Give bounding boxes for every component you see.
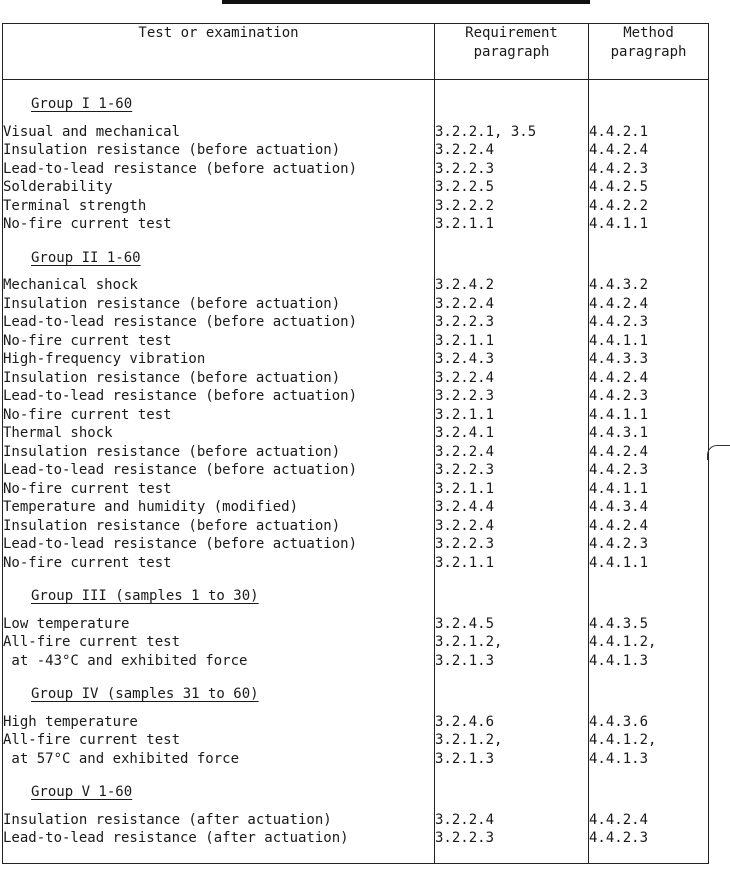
- requirement-cell: 3.2.2.4: [435, 295, 589, 314]
- test-cell: Temperature and humidity (modified): [3, 498, 435, 517]
- table-row: [3, 811, 709, 830]
- method-cell: 4.4.1.1: [589, 480, 709, 499]
- table-row: [3, 406, 709, 425]
- table-row: [3, 443, 709, 462]
- header-method-line2: paragraph: [610, 44, 687, 60]
- requirement-cell: 3.2.1.3: [435, 652, 589, 671]
- table-row: [3, 387, 709, 406]
- method-cell: 4.4.3.1: [589, 424, 709, 443]
- method-cell: 4.4.1.3: [589, 750, 709, 769]
- top-rule: [222, 0, 590, 4]
- test-cell: Lead-to-lead resistance (before actuation): [3, 160, 435, 179]
- requirement-cell: 3.2.2.4: [435, 443, 589, 462]
- header-requirement-line2: paragraph: [473, 44, 550, 60]
- requirement-cell: 3.2.4.5: [435, 615, 589, 634]
- method-cell: 4.4.2.3: [589, 387, 709, 406]
- method-cell: 4.4.2.3: [589, 313, 709, 332]
- requirement-cell: 3.2.1.1: [435, 332, 589, 351]
- test-cell: High temperature: [3, 713, 435, 732]
- table-row: [3, 480, 709, 499]
- requirement-cell: 3.2.1.1: [435, 215, 589, 234]
- requirement-cell: 3.2.2.3: [435, 160, 589, 179]
- test-cell: No-fire current test: [3, 480, 435, 499]
- test-cell: Insulation resistance (before actuation): [3, 517, 435, 536]
- group-title-cell: [3, 670, 435, 713]
- test-cell: Solderability: [3, 178, 435, 197]
- method-cell: 4.4.2.5: [589, 178, 709, 197]
- method-cell: 4.4.1.2,: [589, 731, 709, 750]
- table-row: [3, 731, 709, 750]
- empty-cell: [435, 80, 589, 123]
- requirement-cell: 3.2.1.2,: [435, 633, 589, 652]
- requirement-cell: 3.2.2.4: [435, 811, 589, 830]
- test-cell: Thermal shock: [3, 424, 435, 443]
- empty-cell: [435, 572, 589, 615]
- table-row: [3, 615, 709, 634]
- method-cell: 4.4.2.4: [589, 295, 709, 314]
- method-cell: 4.4.1.3: [589, 652, 709, 671]
- requirement-cell: 3.2.2.1, 3.5: [435, 123, 589, 142]
- requirement-cell: 3.2.1.3: [435, 750, 589, 769]
- method-cell: 4.4.2.4: [589, 141, 709, 160]
- table-row: [3, 295, 709, 314]
- method-cell: 4.4.2.3: [589, 461, 709, 480]
- table-row: [3, 160, 709, 179]
- test-cell: Terminal strength: [3, 197, 435, 216]
- header-test: Test or examination: [3, 24, 435, 80]
- header-requirement: [435, 24, 589, 80]
- header-method: [589, 24, 709, 80]
- group-row: [3, 572, 709, 615]
- method-cell: 4.4.1.1: [589, 406, 709, 425]
- table-row: [3, 215, 709, 234]
- empty-cell: [589, 80, 709, 123]
- method-cell: 4.4.3.5: [589, 615, 709, 634]
- table-row: [3, 313, 709, 332]
- requirement-cell: 3.2.2.3: [435, 535, 589, 554]
- test-cell: Insulation resistance (before actuation): [3, 369, 435, 388]
- margin-mark: [707, 445, 730, 460]
- test-cell: High-frequency vibration: [3, 350, 435, 369]
- method-cell: 4.4.2.3: [589, 535, 709, 554]
- test-cell: No-fire current test: [3, 332, 435, 351]
- requirement-cell: 3.2.4.6: [435, 713, 589, 732]
- test-cell: Insulation resistance (before actuation): [3, 443, 435, 462]
- empty-cell: [589, 768, 709, 811]
- requirement-cell: 3.2.1.2,: [435, 731, 589, 750]
- table-row: [3, 123, 709, 142]
- table-row: [3, 535, 709, 554]
- table-row: [3, 332, 709, 351]
- requirement-cell: 3.2.2.2: [435, 197, 589, 216]
- test-cell: No-fire current test: [3, 554, 435, 573]
- test-cell: Lead-to-lead resistance (after actuation): [3, 829, 435, 863]
- table-row: [3, 141, 709, 160]
- method-cell: 4.4.1.1: [589, 215, 709, 234]
- group-title: Group I 1-60: [31, 96, 133, 112]
- test-cell: Lead-to-lead resistance (before actuation): [3, 313, 435, 332]
- empty-cell: [435, 234, 589, 277]
- group-title: Group III (samples 1 to 30): [31, 588, 259, 604]
- group-row: [3, 670, 709, 713]
- test-cell: Lead-to-lead resistance (before actuation): [3, 387, 435, 406]
- test-cell: Low temperature: [3, 615, 435, 634]
- test-cell: Lead-to-lead resistance (before actuation): [3, 461, 435, 480]
- group-row: [3, 234, 709, 277]
- group-title: Group II 1-60: [31, 249, 141, 266]
- group-title-cell: [3, 572, 435, 615]
- header-row: [3, 24, 709, 80]
- empty-cell: [435, 670, 589, 713]
- table-row: [3, 554, 709, 573]
- method-cell: 4.4.3.2: [589, 276, 709, 295]
- table-body: [3, 80, 709, 864]
- test-cell: Insulation resistance (before actuation): [3, 141, 435, 160]
- empty-cell: [589, 670, 709, 713]
- method-cell: 4.4.1.1: [589, 554, 709, 573]
- test-cell: No-fire current test: [3, 215, 435, 234]
- table-row: [3, 197, 709, 216]
- requirement-cell: 3.2.4.1: [435, 424, 589, 443]
- requirement-cell: 3.2.1.1: [435, 406, 589, 425]
- requirement-cell: 3.2.2.4: [435, 369, 589, 388]
- test-cell: Insulation resistance (before actuation): [3, 295, 435, 314]
- requirement-cell: 3.2.2.5: [435, 178, 589, 197]
- test-cell: at -43°C and exhibited force: [3, 652, 435, 671]
- requirement-cell: 3.2.4.2: [435, 276, 589, 295]
- table-row: [3, 178, 709, 197]
- header-requirement-line1: Requirement: [465, 25, 558, 41]
- method-cell: 4.4.1.2,: [589, 633, 709, 652]
- header-method-line1: Method: [623, 25, 674, 41]
- test-table: [2, 23, 709, 864]
- table-row: [3, 276, 709, 295]
- group-row: [3, 80, 709, 123]
- method-cell: 4.4.2.3: [589, 829, 709, 863]
- test-cell: All-fire current test: [3, 633, 435, 652]
- empty-cell: [589, 234, 709, 277]
- requirement-cell: 3.2.2.4: [435, 141, 589, 160]
- group-title-cell: [3, 80, 435, 123]
- test-cell: Mechanical shock: [3, 276, 435, 295]
- method-cell: 4.4.2.4: [589, 443, 709, 462]
- requirement-cell: 3.2.1.1: [435, 480, 589, 499]
- table-row: [3, 498, 709, 517]
- method-cell: 4.4.2.4: [589, 517, 709, 536]
- test-cell: No-fire current test: [3, 406, 435, 425]
- requirement-cell: 3.2.4.3: [435, 350, 589, 369]
- group-title-cell: [3, 234, 435, 277]
- test-cell: Lead-to-lead resistance (before actuation): [3, 535, 435, 554]
- method-cell: 4.4.2.4: [589, 811, 709, 830]
- table-row: [3, 461, 709, 480]
- group-title: Group IV (samples 31 to 60): [31, 686, 259, 702]
- method-cell: 4.4.2.1: [589, 123, 709, 142]
- method-cell: 4.4.3.6: [589, 713, 709, 732]
- test-cell: Insulation resistance (after actuation): [3, 811, 435, 830]
- group-title: Group V 1-60: [31, 784, 133, 800]
- empty-cell: [435, 768, 589, 811]
- requirement-cell: 3.2.2.3: [435, 313, 589, 332]
- group-title-cell: [3, 768, 435, 811]
- requirement-cell: 3.2.2.3: [435, 387, 589, 406]
- requirement-cell: 3.2.1.1: [435, 554, 589, 573]
- method-cell: 4.4.1.1: [589, 332, 709, 351]
- method-cell: 4.4.3.4: [589, 498, 709, 517]
- requirement-cell: 3.2.2.3: [435, 461, 589, 480]
- table-row: [3, 633, 709, 652]
- table-row: [3, 517, 709, 536]
- group-row: [3, 768, 709, 811]
- table-row: [3, 652, 709, 671]
- requirement-cell: 3.2.2.4: [435, 517, 589, 536]
- table-row: [3, 350, 709, 369]
- method-cell: 4.4.2.3: [589, 160, 709, 179]
- test-cell: at 57°C and exhibited force: [3, 750, 435, 769]
- empty-cell: [589, 572, 709, 615]
- test-cell: Visual and mechanical: [3, 123, 435, 142]
- table-row: [3, 750, 709, 769]
- method-cell: 4.4.2.2: [589, 197, 709, 216]
- table-row: [3, 713, 709, 732]
- requirement-cell: 3.2.2.3: [435, 829, 589, 863]
- test-cell: All-fire current test: [3, 731, 435, 750]
- table-row: [3, 424, 709, 443]
- table-row: [3, 829, 709, 863]
- method-cell: 4.4.3.3: [589, 350, 709, 369]
- table-row: [3, 369, 709, 388]
- requirement-cell: 3.2.4.4: [435, 498, 589, 517]
- method-cell: 4.4.2.4: [589, 369, 709, 388]
